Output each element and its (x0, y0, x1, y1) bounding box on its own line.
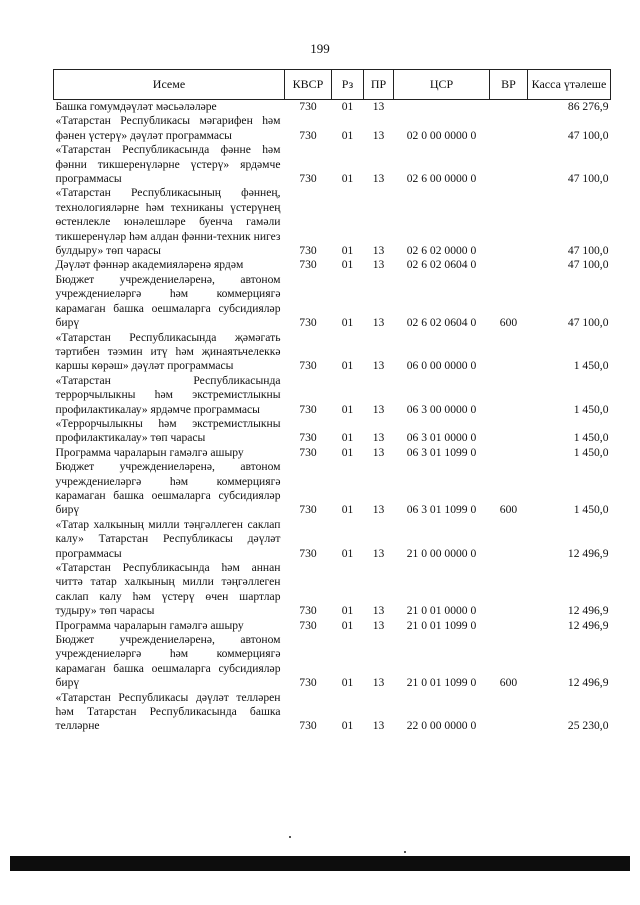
row-kvsr: 730 (299, 618, 317, 632)
row-vr (490, 619, 528, 633)
header-pr: ПР (364, 70, 394, 100)
row-pr: 13 (372, 244, 385, 258)
row-rz: 01 (341, 316, 354, 330)
row-kvsr: 730 (299, 402, 317, 416)
row-rz: 01 (341, 604, 354, 618)
row-pr: 13 (372, 546, 385, 560)
row-kvsr: 730 (299, 359, 317, 373)
row-csr: 02 0 00 0000 0 (406, 128, 477, 142)
row-kvsr: 730 (299, 676, 317, 690)
row-pr: 13 (372, 258, 385, 272)
row-rz: 01 (341, 503, 354, 517)
row-pr: 13 (372, 359, 385, 373)
table-row (54, 518, 611, 561)
row-pr: 13 (372, 618, 385, 632)
row-rz: 01 (341, 258, 354, 272)
row-vr (490, 100, 528, 115)
row-rz: 01 (341, 402, 354, 416)
row-csr: 02 6 02 0604 0 (406, 258, 477, 272)
row-kvsr: 730 (299, 503, 317, 517)
row-vr (490, 143, 528, 186)
row-name: Бюджет учреждениеләренә, автоном учреждениеләргә һәм коммерциягә карамаган башка оешмаларга субсидияләр бирү (55, 272, 281, 330)
row-csr: 21 0 01 1099 0 (406, 676, 477, 690)
header-rz: Рз (332, 70, 364, 100)
row-amount: 47 100,0 (567, 316, 609, 330)
row-amount: 47 100,0 (567, 128, 609, 142)
row-name: «Татарстан Республикасында һәм аннан читтә татар халкының милли тәңгәллеген саклап калу һәм үстерү өчен шартлар тудыру» төп чарасы (55, 561, 281, 618)
row-rz: 01 (341, 445, 354, 459)
row-csr: 02 6 02 0604 0 (406, 316, 477, 330)
row-csr: 06 0 00 0000 0 (406, 359, 477, 373)
row-amount: 12 496,9 (567, 546, 609, 560)
row-csr (394, 100, 490, 115)
row-rz: 01 (341, 244, 354, 258)
row-csr: 02 6 02 0000 0 (406, 244, 477, 258)
row-kvsr: 730 (299, 445, 317, 459)
table-row (54, 619, 611, 633)
row-name: Бюджет учреждениеләренә, автоном учреждениеләргә һәм коммерциягә карамаган башка оешмаларга субсидияләр бирү (55, 460, 281, 517)
row-csr: 21 0 01 0000 0 (406, 604, 477, 618)
row-amount: 1 450,0 (573, 445, 609, 459)
row-kvsr: 730 (299, 546, 317, 560)
row-vr (490, 417, 528, 446)
row-vr (490, 114, 528, 143)
row-csr: 02 6 00 0000 0 (406, 172, 477, 186)
row-vr (490, 186, 528, 258)
row-kvsr: 730 (299, 604, 317, 618)
table-row (54, 417, 611, 446)
table-row (54, 114, 611, 143)
header-name: Исеме (54, 70, 285, 100)
row-csr: 22 0 00 0000 0 (406, 719, 477, 733)
row-name: «Татарстан Республикасында фәнне һәм фәнни тикшеренүләрне үстерү» ярдәмче программасы (55, 143, 281, 186)
row-csr: 21 0 00 0000 0 (406, 546, 477, 560)
scan-speck (404, 851, 406, 853)
row-csr: 06 3 01 1099 0 (406, 445, 477, 459)
row-name: Программа чараларын гамәлгә ашыру (55, 618, 244, 632)
row-kvsr: 730 (299, 316, 317, 330)
row-amount: 1 450,0 (573, 431, 609, 445)
table-row (54, 273, 611, 331)
row-csr: 06 3 00 0000 0 (406, 402, 477, 416)
row-name: «Татарстан Республикасында җәмәгать тәртибен тәэмин итү һәм җинаятьчелеккә каршы көрәш» дәүләт программасы (55, 330, 281, 373)
row-vr (490, 374, 528, 417)
header-csr: ЦСР (394, 70, 490, 100)
row-kvsr: 730 (299, 719, 317, 733)
table-row (54, 691, 611, 734)
row-rz: 01 (341, 618, 354, 632)
row-pr: 13 (372, 503, 385, 517)
table-header-row (54, 70, 611, 100)
row-amount: 1 450,0 (573, 503, 609, 517)
row-name: «Татарстан Республикасы дәүләт телләрен һәм Татарстан Республикасында башка телләрне (55, 690, 281, 733)
row-vr: 600 (499, 503, 518, 517)
scan-bottom-edge (10, 856, 630, 871)
row-kvsr: 730 (299, 244, 317, 258)
row-kvsr: 730 (299, 172, 317, 186)
row-pr: 13 (372, 676, 385, 690)
row-vr (490, 691, 528, 734)
row-amount: 25 230,0 (567, 719, 609, 733)
row-vr (490, 446, 528, 460)
row-rz: 01 (341, 128, 354, 142)
table-row (54, 446, 611, 460)
row-amount: 47 100,0 (567, 258, 609, 272)
row-amount: 12 496,9 (567, 604, 609, 618)
row-pr: 13 (372, 445, 385, 459)
page-number: 199 (310, 41, 330, 56)
row-amount: 12 496,9 (567, 676, 609, 690)
row-csr: 21 0 01 1099 0 (406, 618, 477, 632)
scan-speck (289, 836, 291, 838)
row-name: Дәүләт фәннәр академияләренә ярдәм (55, 258, 244, 272)
row-rz: 01 (341, 431, 354, 445)
row-rz: 01 (341, 546, 354, 560)
row-name: Программа чараларын гамәлгә ашыру (55, 445, 244, 459)
header-vr: ВР (490, 70, 528, 100)
header-kassa: Касса үтәлеше (528, 70, 611, 100)
row-name: «Татарстан Республикасында террорчылыкны һәм экстремистлыкны профилактикалау» ярдәмче программасы (55, 373, 281, 416)
row-kvsr: 730 (299, 258, 317, 272)
row-kvsr: 730 (299, 431, 317, 445)
row-name: «Террорчылыкны һәм экстремистлыкны профилактикалау» төп чарасы (55, 416, 281, 445)
row-vr (490, 331, 528, 374)
row-csr: 06 3 01 1099 0 (406, 503, 477, 517)
row-amount: 47 100,0 (567, 172, 609, 186)
row-amount: 12 496,9 (567, 618, 609, 632)
row-vr (490, 518, 528, 561)
row-kvsr: 730 (299, 128, 317, 142)
row-rz: 01 (341, 359, 354, 373)
row-rz: 01 (341, 100, 354, 113)
budget-table (53, 69, 611, 734)
header-kvsr: КВСР (285, 70, 332, 100)
row-name: Башка гомумдәүләт мәсьәләләре (55, 100, 217, 113)
row-pr: 13 (372, 604, 385, 618)
row-pr: 13 (372, 719, 385, 733)
row-pr: 13 (372, 172, 385, 186)
row-name: Бюджет учреждениеләренә, автоном учреждениеләргә һәм коммерциягә карамаган башка оешмаларга субсидияләр бирү (55, 633, 281, 690)
row-pr: 13 (372, 100, 385, 113)
row-rz: 01 (341, 719, 354, 733)
row-pr: 13 (372, 402, 385, 416)
row-amount: 1 450,0 (573, 359, 609, 373)
row-vr: 600 (499, 676, 518, 690)
row-csr: 06 3 01 0000 0 (406, 431, 477, 445)
row-pr: 13 (372, 128, 385, 142)
row-amount: 86 276,9 (567, 100, 609, 113)
table-row (54, 460, 611, 518)
table-row (54, 100, 611, 115)
table-row (54, 374, 611, 417)
row-pr: 13 (372, 431, 385, 445)
table-row (54, 633, 611, 691)
row-name: «Татарстан Республикасы мәгарифен һәм фәнен үстерү» дәүләт программасы (55, 114, 281, 142)
row-amount: 47 100,0 (567, 244, 609, 258)
row-amount: 1 450,0 (573, 402, 609, 416)
row-name: «Татарстан Республикасының фәннең, технологияләрне һәм техниканы үстерүнең өстенлекле юнәлешләре буенча гамәли тикшеренүләр һәм алдан фәнни-техник нигез булдыру» төп чарасы (55, 186, 281, 258)
table-row (54, 186, 611, 258)
table-row (54, 561, 611, 619)
table-row (54, 258, 611, 272)
row-vr (490, 258, 528, 272)
row-name: «Татар халкының милли тәңгәллеген саклап калу» Татарстан Республикасы дәүләт программасы (55, 517, 281, 560)
row-vr: 600 (499, 316, 518, 330)
row-vr (490, 561, 528, 619)
table-row (54, 143, 611, 186)
row-kvsr: 730 (299, 100, 317, 113)
row-rz: 01 (341, 676, 354, 690)
row-rz: 01 (341, 172, 354, 186)
table-row (54, 331, 611, 374)
row-pr: 13 (372, 316, 385, 330)
